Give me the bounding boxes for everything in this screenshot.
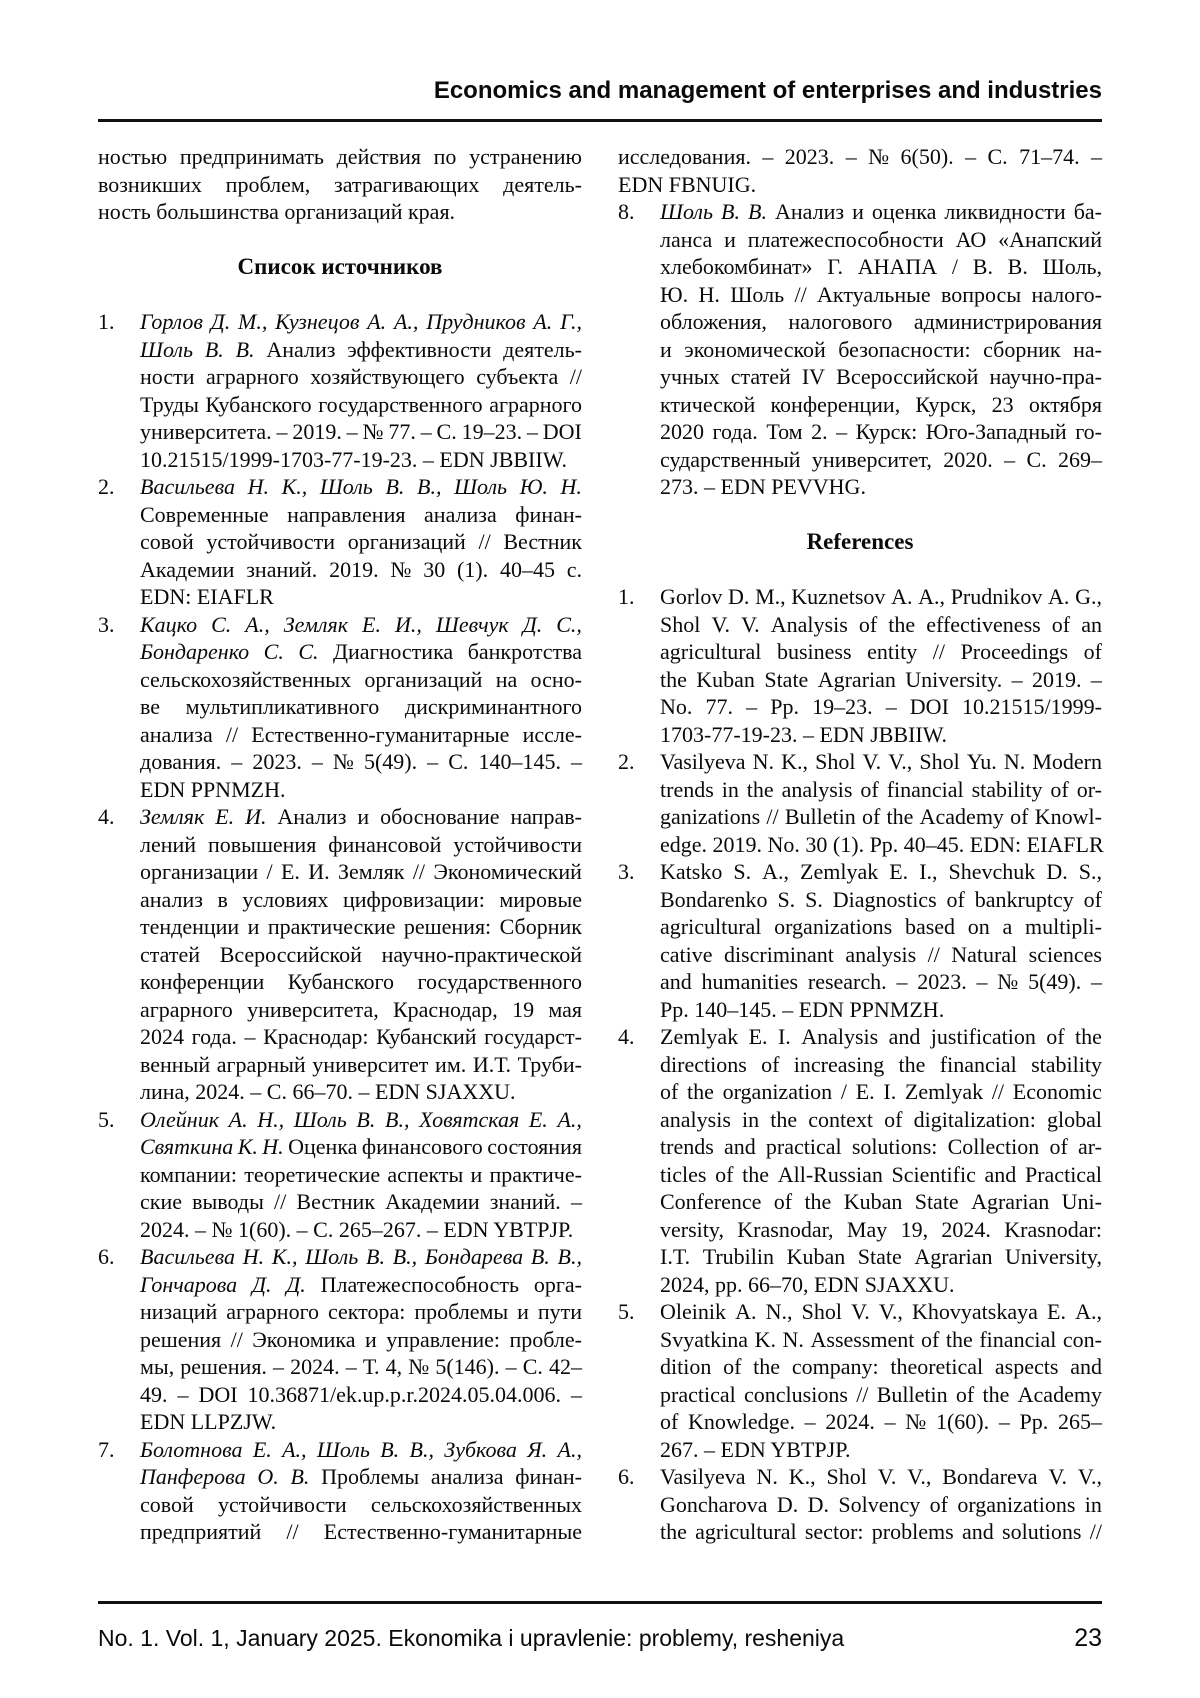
reference-line: Shol V. V. Analysis of the effectiveness of an <box>660 611 1102 637</box>
reference-text <box>140 803 582 1106</box>
reference-line: 2024, pp. 66–70, EDN SJAXXU. <box>660 1271 955 1297</box>
reference-line: университета. – 2019. – № 77. – С. 19–23. – DOI <box>140 419 582 444</box>
footer-issue-info: No. 1. Vol. 1, January 2025. Ekonomika i upravlenie: problemy, resheniya <box>98 1625 845 1651</box>
reference-line: ские выводы // Вестник Академии знаний. – <box>140 1189 582 1214</box>
reference-text <box>140 308 582 473</box>
reference-text <box>660 1298 1102 1463</box>
reference-line: венный аграрный университет им. И.Т. Труби- <box>140 1051 582 1077</box>
reference-line: Ю. Н. Шоль // Актуальные вопросы налого- <box>660 281 1102 307</box>
right-column <box>618 143 1102 1546</box>
reference-line: обложения, налогового администрирования <box>660 309 1102 334</box>
reference-list-en <box>618 583 1102 1546</box>
reference-line: компании: теоретические аспекты и практиче- <box>140 1161 582 1187</box>
reference-line: организации / Е. И. Земляк // Экономический <box>140 859 582 884</box>
reference-line: Katsko S. A., Zemlyak E. I., Shevchuk D. S., <box>660 859 1102 884</box>
reference-line: 267. – EDN YBTPJP. <box>660 1436 851 1462</box>
reference-line: анализ в условиях цифровизации: мировые <box>140 886 582 912</box>
reference-line: ности аграрного хозяйствующего субъекта // <box>140 364 582 389</box>
reference-line: Oleinik A. N., Shol V. V., Khovyatskaya E. A., <box>660 1299 1102 1324</box>
reference-number: 5. <box>618 1299 635 1324</box>
reference-text <box>660 583 1102 748</box>
reference-line: ктической конференции, Курск, 23 октября <box>660 391 1102 417</box>
reference-line: trends and practical solutions: Collection of ar- <box>660 1134 1102 1159</box>
reference-text <box>140 1243 582 1436</box>
reference-text <box>140 611 582 804</box>
reference-text <box>660 1463 1102 1546</box>
reference-line: Кацко С. А., Земляк Е. И., Шевчук Д. С., <box>140 611 582 637</box>
reference-line: анализа // Естественно-гуманитарные иссле- <box>140 721 582 747</box>
reference-line: edge. 2019. No. 30 (1). Pp. 40–45. EDN: EIAFLR <box>660 831 1104 857</box>
reference-line: the Kuban State Agrarian University. – 2019. – <box>660 666 1102 692</box>
reference-line: Труды Кубанского государственного аграрного <box>140 391 582 417</box>
reference-line: Болотнова Е. А., Шоль В. В., Зубкова Я. А., <box>140 1436 582 1462</box>
reference-line: 273. – EDN PEVVHG. <box>660 474 866 499</box>
running-head: Economics and management of enterprises and industries <box>433 77 1102 104</box>
reference-line: и экономической безопасности: сборник на- <box>660 336 1102 362</box>
reference-line: Земляк Е. И. Анализ и обоснование направ- <box>140 804 582 829</box>
reference-line: совой устойчивости сельскохозяйственных <box>140 1491 582 1517</box>
reference-text <box>660 198 1102 501</box>
reference-line: решения // Экономика и управление: пробле- <box>140 1326 582 1352</box>
reference-line: ланса и платежеспособности АО «Анапский <box>660 226 1102 252</box>
reference-line: 10.21515/1999-1703-77-19-23. – EDN JBBIIW. <box>140 446 567 472</box>
reference-line: возникших проблем, затрагивающих деятель- <box>98 171 582 197</box>
reference-line: совой устойчивости организаций // Вестник <box>140 529 582 554</box>
reference-line: Олейник А. Н., Шоль В. В., Ховятская Е. А., <box>140 1106 582 1132</box>
reference-line: EDN LLPZJW. <box>140 1409 277 1434</box>
reference-line: I.T. Trubilin Kuban State Agrarian University, <box>660 1244 1102 1269</box>
reference-text <box>140 1436 582 1546</box>
reference-line: 2024 года. – Краснодар: Кубанский государст- <box>140 1024 582 1049</box>
reference-item <box>618 748 1102 858</box>
reference-line: статей Всероссийской научно-практической <box>140 941 582 967</box>
reference-line: 49. – DOI 10.36871/ek.up.p.r.2024.05.04.006. – <box>140 1381 582 1407</box>
reference-number: 4. <box>98 804 115 829</box>
intro-paragraph <box>98 143 582 226</box>
reference-line: cative discriminant analysis // Natural sciences <box>660 941 1102 967</box>
reference-item <box>98 611 582 804</box>
reference-line: dition of the company: theoretical aspects and <box>660 1354 1102 1379</box>
reference-line: сударственный университет, 2020. – С. 269– <box>660 446 1102 472</box>
reference-number: 3. <box>618 859 635 884</box>
reference-number: 6. <box>618 1464 635 1489</box>
reference-line: ность большинства организаций края. <box>98 199 456 224</box>
reference-line: учных статей IV Всероссийской научно-пра- <box>660 364 1102 389</box>
reference-line: ticles of the All-Russian Scientific and Practical <box>660 1161 1102 1187</box>
reference-line: 2024. – № 1(60). – С. 265–267. – EDN YBTPJP. <box>140 1216 574 1242</box>
reference-line: Pp. 140–145. – EDN PPNMZH. <box>660 996 945 1022</box>
reference-item <box>98 1243 582 1436</box>
reference-line: agricultural organizations based on a multipli- <box>660 914 1102 939</box>
reference-number: 6. <box>98 1244 115 1269</box>
reference-line: хлебокомбинат» Г. АНАПА / В. В. Шоль, <box>660 254 1102 279</box>
reference-text <box>140 1106 582 1244</box>
reference-line: Васильева Н. К., Шоль В. В., Шоль Ю. Н. <box>140 474 582 499</box>
reference-item <box>98 803 582 1106</box>
reference-line: лина, 2024. – С. 66–70. – EDN SJAXXU. <box>140 1079 516 1104</box>
reference-line: practical conclusions // Bulletin of the Academy <box>660 1381 1102 1407</box>
page-footer <box>98 1601 1102 1651</box>
reference-line: Бондаренко С. С. Диагностика банкротства <box>140 639 582 664</box>
reference-number: 7. <box>98 1436 115 1462</box>
reference-line: исследования. – 2023. – № 6(50). – С. 71–74. – <box>618 144 1102 169</box>
reference-number: 3. <box>98 611 115 637</box>
reference-line: Conference of the Kuban State Agrarian Uni- <box>660 1189 1102 1214</box>
reference-line: ве мультипликативного дискриминантного <box>140 694 582 719</box>
reference-line: of the organization / E. I. Zemlyak // Economic <box>660 1079 1102 1104</box>
reference-line: Шоль В. В. Анализ эффективности деятель- <box>140 336 582 362</box>
reference-line: EDN PPNMZH. <box>140 776 286 802</box>
reference-line: Васильева Н. К., Шоль В. В., Бондарева В. В., <box>140 1244 582 1269</box>
reference-line: Bondarenko S. S. Diagnostics of bankruptcy of <box>660 886 1102 912</box>
reference-continuation <box>618 143 1102 198</box>
reference-line: 2020 года. Том 2. – Курск: Юго-Западный го- <box>660 419 1102 444</box>
reference-number: 4. <box>618 1024 635 1049</box>
reference-item <box>618 1463 1102 1546</box>
reference-line: 1703-77-19-23. – EDN JBBIIW. <box>660 721 947 747</box>
reference-text <box>660 1023 1102 1298</box>
reference-line: Goncharova D. D. Solvency of organizations in <box>660 1491 1102 1517</box>
reference-line: Svyatkina K. N. Assessment of the financial con- <box>660 1326 1102 1352</box>
reference-number: 5. <box>98 1106 115 1132</box>
reference-line: Gorlov D. M., Kuznetsov A. A., Prudnikov A. G., <box>660 584 1102 609</box>
reference-item <box>98 473 582 611</box>
reference-line: аграрного университета, Краснодар, 19 мая <box>140 996 582 1022</box>
reference-line: Vasilyeva N. K., Shol V. V., Bondareva V. V., <box>660 1464 1102 1489</box>
reference-number: 1. <box>618 584 635 609</box>
reference-line: the agricultural sector: problems and solutions // <box>660 1519 1102 1544</box>
reference-line: analysis in the context of digitalization: global <box>660 1106 1102 1132</box>
reference-number: 1. <box>98 309 115 334</box>
header-rule <box>98 119 1102 122</box>
reference-line: Горлов Д. М., Кузнецов А. А., Прудников А. Г., <box>140 309 582 334</box>
reference-text <box>660 858 1102 1023</box>
reference-line: предприятий // Естественно-гуманитарные <box>140 1519 582 1544</box>
footer-page-number: 23 <box>1074 1624 1102 1652</box>
reference-line: низаций аграрного сектора: проблемы и пути <box>140 1299 582 1324</box>
reference-line: versity, Krasnodar, May 19, 2024. Krasnodar: <box>660 1216 1102 1242</box>
reference-line: agricultural business entity // Proceedings of <box>660 639 1102 664</box>
reference-line: конференции Кубанского государственного <box>140 969 582 994</box>
reference-list-ru <box>98 308 582 1546</box>
section-title-references: References <box>806 529 914 554</box>
reference-item <box>618 1023 1102 1298</box>
reference-number: 8. <box>618 199 635 224</box>
reference-line: лений повышения финансовой устойчивости <box>140 831 582 857</box>
reference-line: directions of increasing the financial stability <box>660 1051 1102 1077</box>
reference-item <box>98 308 582 473</box>
reference-line: мы, решения. – 2024. – Т. 4, № 5(146). – С. 42– <box>140 1354 582 1379</box>
reference-line: and humanities research. – 2023. – № 5(49). – <box>660 969 1102 994</box>
reference-line: ностью предпринимать действия по устранению <box>98 144 582 169</box>
reference-line: EDN FBNUIG. <box>618 171 757 197</box>
section-title-sources: Список источников <box>237 254 443 279</box>
reference-number: 2. <box>98 474 115 499</box>
reference-number: 2. <box>618 749 635 774</box>
reference-line: EDN: EIAFLR <box>140 584 274 609</box>
reference-line: Zemlyak E. I. Analysis and justification of the <box>660 1024 1102 1049</box>
reference-item <box>98 1106 582 1244</box>
reference-line: of Knowledge. – 2024. – № 1(60). – Pp. 265– <box>660 1409 1102 1434</box>
reference-line: Гончарова Д. Д. Платежеспособность орга- <box>140 1271 582 1297</box>
reference-line: Академии знаний. 2019. № 30 (1). 40–45 с. <box>140 556 582 582</box>
reference-line: Панферова О. В. Проблемы анализа финан- <box>140 1464 582 1489</box>
reference-line: Святкина К. Н. Оценка финансового состояния <box>140 1134 582 1159</box>
reference-item <box>98 1436 582 1546</box>
reference-list-ru-continued <box>618 198 1102 501</box>
reference-item <box>618 583 1102 748</box>
reference-line: trends in the analysis of financial stability of or- <box>660 776 1102 802</box>
reference-line: тенденции и практические решения: Сборник <box>140 914 582 939</box>
reference-line: No. 77. – Pp. 19–23. – DOI 10.21515/1999- <box>660 694 1102 719</box>
reference-line: ganizations // Bulletin of the Academy of Knowl- <box>660 804 1102 829</box>
reference-line: дования. – 2023. – № 5(49). – С. 140–145. – <box>140 749 582 774</box>
reference-line: Vasilyeva N. K., Shol V. V., Shol Yu. N. Modern <box>660 749 1102 774</box>
reference-item <box>618 1298 1102 1463</box>
reference-text <box>660 748 1102 858</box>
reference-line: Современные направления анализа финан- <box>140 501 582 527</box>
left-column <box>98 143 582 1546</box>
reference-text <box>140 473 582 611</box>
reference-line: Шоль В. В. Анализ и оценка ликвидности ба- <box>660 199 1102 224</box>
reference-item <box>618 198 1102 501</box>
reference-item <box>618 858 1102 1023</box>
reference-line: сельскохозяйственных организаций на осно- <box>140 666 582 692</box>
